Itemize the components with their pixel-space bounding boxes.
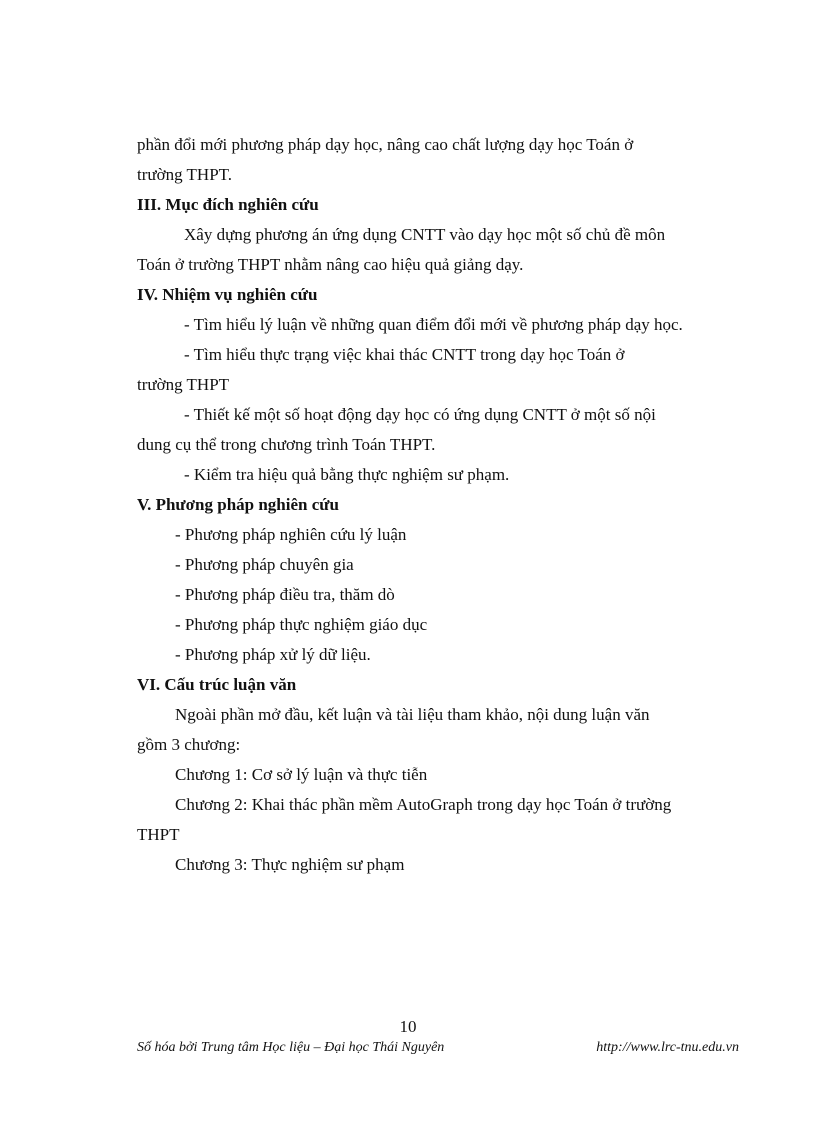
task-item <box>137 340 739 400</box>
text-line: dung cụ thể trong chương trình Toán THPT. <box>137 435 436 454</box>
chapter-item: Chương 1: Cơ sở lý luận và thực tiễn <box>175 765 428 784</box>
section-heading-structure: VI. Cấu trúc luận văn <box>137 675 297 694</box>
method-item: - Phương pháp nghiên cứu lý luận <box>175 525 407 544</box>
section-heading-objectives: III. Mục đích nghiên cứu <box>137 195 319 214</box>
task-item: - Tìm hiểu lý luận về những quan điểm đổi mới về phương pháp dạy học. <box>184 315 683 334</box>
chapter-item: Chương 3: Thực nghiệm sư phạm <box>175 855 405 874</box>
page-content <box>137 130 739 880</box>
method-item: - Phương pháp thực nghiệm giáo dục <box>175 615 428 634</box>
structure-paragraph <box>137 700 739 760</box>
text-line: phần đổi mới phương pháp dạy học, nâng cao chất lượng dạy học Toán ở <box>137 135 634 154</box>
footer-credit: Số hóa bởi Trung tâm Học liệu – Đại học Thái Nguyên <box>137 1040 445 1055</box>
text-line: Xây dựng phương án ứng dụng CNTT vào dạy học một số chủ đề môn <box>184 225 666 244</box>
section-heading-tasks: IV. Nhiệm vụ nghiên cứu <box>137 285 318 304</box>
chapter-item <box>137 790 739 850</box>
text-line: trường THPT <box>137 375 230 394</box>
text-line: gồm 3 chương: <box>137 735 241 754</box>
task-item: - Kiểm tra hiệu quả bằng thực nghiệm sư phạm. <box>184 465 510 484</box>
section-heading-methods: V. Phương pháp nghiên cứu <box>137 495 339 514</box>
page-number: 10 <box>399 1017 417 1036</box>
text-line: Toán ở trường THPT nhằm nâng cao hiệu quả giảng dạy. <box>137 255 524 274</box>
text-line: - Thiết kế một số hoạt động dạy học có ứng dụng CNTT ở một số nội <box>184 405 656 424</box>
task-item <box>137 400 739 460</box>
objectives-paragraph <box>137 220 739 280</box>
method-item: - Phương pháp xử lý dữ liệu. <box>175 645 371 664</box>
text-line: trường THPT. <box>137 165 233 184</box>
intro-paragraph <box>137 130 739 190</box>
text-line: - Tìm hiểu thực trạng việc khai thác CNTT trong dạy học Toán ở <box>184 345 625 364</box>
text-line: THPT <box>137 825 180 844</box>
footer-url: http://www.lrc-tnu.edu.vn <box>596 1040 739 1055</box>
text-line: Chương 2: Khai thác phần mềm AutoGraph trong dạy học Toán ở trường <box>175 795 672 814</box>
text-line: Ngoài phần mở đầu, kết luận và tài liệu tham khảo, nội dung luận văn <box>175 705 650 724</box>
method-item: - Phương pháp chuyên gia <box>175 555 354 574</box>
method-item: - Phương pháp điều tra, thăm dò <box>175 585 395 604</box>
